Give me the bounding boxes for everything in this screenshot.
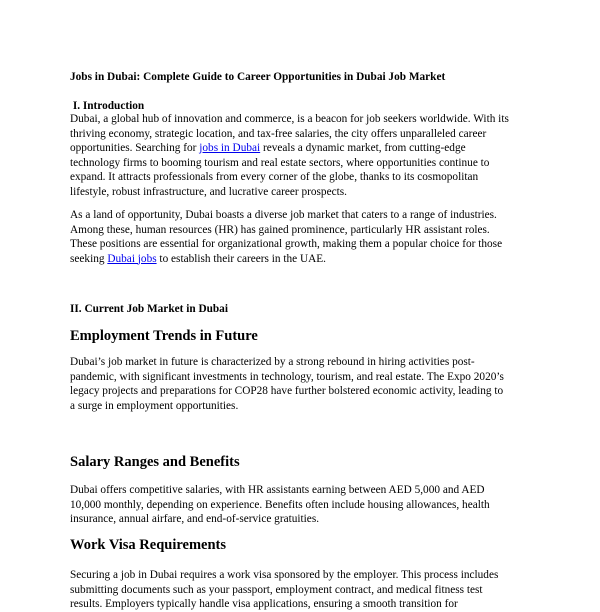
- text-run: seeking: [70, 252, 108, 265]
- text-line: [70, 328, 580, 345]
- text-line: [70, 483, 580, 498]
- document-title: [70, 70, 580, 85]
- paragraph: [70, 112, 580, 199]
- text-line: [70, 127, 580, 142]
- text-line: [70, 512, 580, 527]
- text-line: [70, 156, 580, 171]
- text-line: [70, 170, 580, 185]
- inline-link[interactable]: jobs in Dubai: [199, 142, 261, 154]
- text-line: [70, 399, 580, 414]
- subsection-heading: [70, 454, 580, 471]
- text-line: [70, 597, 580, 612]
- text-line: [70, 223, 580, 238]
- text-run: Dubai’s job market in future is characterized by a strong rebound in hiring activities post-: [70, 356, 475, 368]
- text-run: Among these, human resources (HR) has gained prominence, particularly HR assistant roles.: [70, 223, 490, 236]
- text-line: [70, 208, 580, 223]
- paragraph: [70, 208, 580, 266]
- text-line: [70, 302, 580, 317]
- text-line: [70, 583, 580, 598]
- text-line: [70, 537, 580, 554]
- subsection-heading: [70, 537, 580, 554]
- text-run: thriving economy, strategic location, and tax-free salaries, the city offers unparalleled career: [70, 127, 487, 140]
- text-line: [70, 498, 580, 513]
- text-run: insurance, annual airfare, and end-of-service gratuities.: [70, 513, 320, 525]
- text-run: technology firms to booming tourism and real estate sectors, where opportunities continue to: [70, 156, 490, 169]
- text-line: [70, 185, 580, 200]
- text-run: Dubai offers competitive salaries, with HR assistants earning between AED 5,000 and AED: [70, 484, 485, 496]
- text-run: results. Employers typically handle visa applications, ensuring a smooth transition for: [70, 598, 458, 610]
- text-run: I. Introduction: [70, 100, 145, 112]
- text-run: submitting documents such as your passport, employment contract, and medical fitness test: [70, 583, 483, 596]
- text-run: Jobs in Dubai: Complete Guide to Career Opportunities in Dubai Job Market: [70, 71, 446, 83]
- paragraph: [70, 568, 580, 612]
- text-run: lifestyle, robust infrastructure, and lucrative career prospects.: [70, 185, 347, 198]
- text-run: expand. It attracts professionals from every corner of the globe, thanks to its cosmopolitan: [70, 171, 479, 183]
- text-run: opportunities. Searching for: [70, 142, 200, 154]
- text-line: [70, 384, 580, 399]
- text-line: [70, 355, 580, 370]
- text-line: [70, 237, 580, 252]
- text-line: [70, 112, 580, 127]
- paragraph: [70, 483, 580, 527]
- text-line: [70, 370, 580, 385]
- paragraph: [70, 355, 580, 413]
- text-line: [70, 70, 580, 85]
- text-line: [70, 141, 580, 156]
- section-heading: [70, 302, 580, 317]
- subsection-heading: [70, 328, 580, 345]
- text-run: Securing a job in Dubai requires a work visa sponsored by the employer. This process includes: [70, 569, 499, 581]
- text-run: As a land of opportunity, Dubai boasts a diverse job market that caters to a range of industries.: [70, 209, 497, 221]
- text-run: These positions are essential for organizational growth, making them a popular choice for those: [70, 238, 503, 250]
- text-run: legacy projects and preparations for COP28 have further bolstered economic activity, leading to: [70, 385, 504, 397]
- text-run: pandemic, with significant investments in technology, tourism, and real estate. The Expo 2020’s: [70, 370, 504, 383]
- text-line: [70, 454, 580, 471]
- text-run: Salary Ranges and Benefits: [70, 454, 240, 470]
- text-run: Employment Trends in Future: [70, 328, 258, 344]
- text-run: Work Visa Requirements: [70, 537, 227, 553]
- text-run: to establish their careers in the UAE.: [156, 252, 327, 265]
- text-run: Dubai, a global hub of innovation and commerce, is a beacon for job seekers worldwide. With its: [70, 113, 509, 125]
- text-run: a surge in employment opportunities.: [70, 399, 239, 412]
- text-line: [70, 252, 580, 267]
- text-run: II. Current Job Market in Dubai: [70, 303, 228, 315]
- text-line: [70, 568, 580, 583]
- text-run: reveals a dynamic market, from cutting-edge: [260, 142, 466, 154]
- text-run: 10,000 monthly, depending on experience. Benefits often include housing allowances, health: [70, 498, 490, 511]
- inline-link[interactable]: Dubai jobs: [107, 252, 157, 265]
